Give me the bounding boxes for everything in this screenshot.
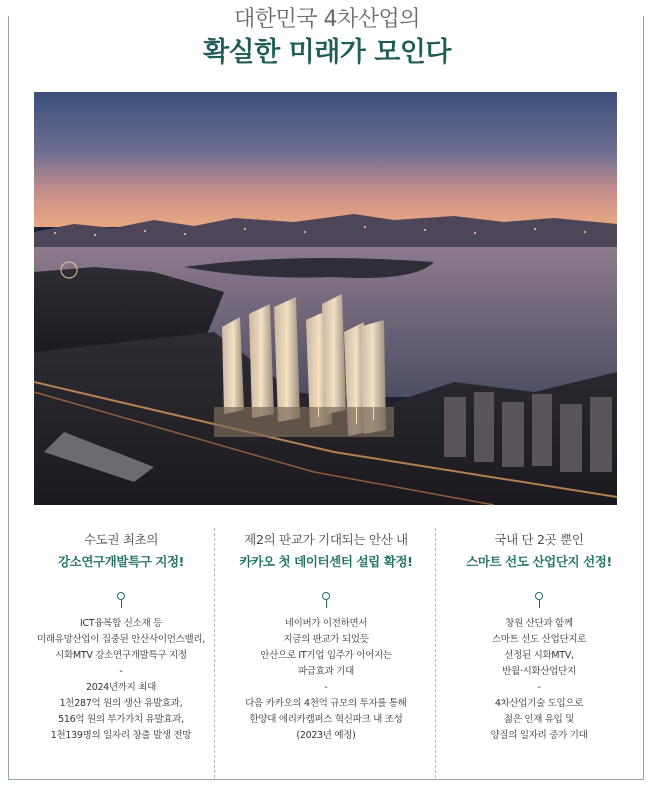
- feature-description: [444, 616, 634, 744]
- description-line: 한양대 에리카캠퍼스 혁신파크 내 조성: [249, 714, 403, 725]
- feature-heading-line2: 강소연구개발특구 지정!: [57, 554, 184, 569]
- page-title: 확실한 미래가 모인다: [202, 37, 452, 68]
- feature-description: [228, 616, 424, 744]
- feature-heading-line2: 스마트 선도 산업단지 선정!: [466, 554, 612, 569]
- feature-column-research-zone: [26, 530, 216, 744]
- description-line: 선정된 시화MTV,: [504, 650, 574, 661]
- column-divider: [214, 528, 215, 778]
- description-line: 미래유망산업이 집중된 안산사이언스밸리,: [37, 634, 205, 645]
- feature-description: [26, 616, 216, 744]
- description-line: 안산으로 IT기업 입주가 이어지는: [260, 650, 392, 661]
- feature-heading-line1: 국내 단 2곳 뿐인: [494, 532, 584, 547]
- feature-column-smart-industrial-complex: [444, 530, 634, 744]
- description-line: (2023년 예정): [296, 730, 356, 741]
- description-separator: -: [119, 666, 123, 677]
- description-separator: -: [324, 682, 328, 693]
- description-line: 양질의 일자리 증가 기대: [490, 730, 588, 741]
- description-line: 다음 카카오의 4천억 규모의 투자를 통해: [245, 698, 407, 709]
- description-line: 젊은 인재 유입 및: [503, 714, 575, 725]
- description-line: 516억 원의 부가가치 유발효과,: [58, 714, 184, 725]
- description-line: 시화MTV 강소연구개발특구 지정: [55, 650, 187, 661]
- description-separator: -: [537, 682, 541, 693]
- connector-line: [121, 600, 122, 608]
- description-line: 창원 산단과 함께: [505, 618, 573, 629]
- description-line: 지금의 판교가 되었듯: [283, 634, 369, 645]
- hero-rendering-image: [34, 92, 617, 505]
- description-line: 반월·시화산업단지: [502, 666, 576, 677]
- description-line: 1천139명의 일자리 창출 발생 전망: [50, 730, 192, 741]
- bullet-dot-icon: [117, 592, 125, 600]
- bullet-dot-icon: [322, 592, 330, 600]
- bullet-dot-icon: [535, 592, 543, 600]
- description-line: 파급효과 기대: [298, 666, 354, 677]
- feature-heading-line1: 수도권 최초의: [83, 532, 159, 547]
- description-line: ICT융복합 신소재 등: [80, 618, 162, 629]
- description-line: 네이버가 이전하면서: [284, 618, 368, 629]
- column-divider: [435, 528, 436, 778]
- night-city-skyline-illustration: [34, 92, 617, 505]
- feature-heading-line1: 제2의 판교가 기대되는 안산 내: [244, 532, 408, 547]
- description-line: 스마트 선도 산업단지로: [491, 634, 587, 645]
- connector-line: [539, 600, 540, 608]
- feature-column-data-center: [228, 530, 424, 744]
- description-line: 4차산업기술 도입으로: [494, 698, 584, 709]
- connector-line: [326, 600, 327, 608]
- description-line: 1천287억 원의 생산 유발효과,: [59, 698, 183, 709]
- description-line: 2024년까지 최대: [85, 682, 157, 693]
- page-subtitle: 대한민국 4차산업의: [233, 7, 420, 32]
- feature-heading-line2: 카카오 첫 데이터센터 설립 확정!: [239, 554, 413, 569]
